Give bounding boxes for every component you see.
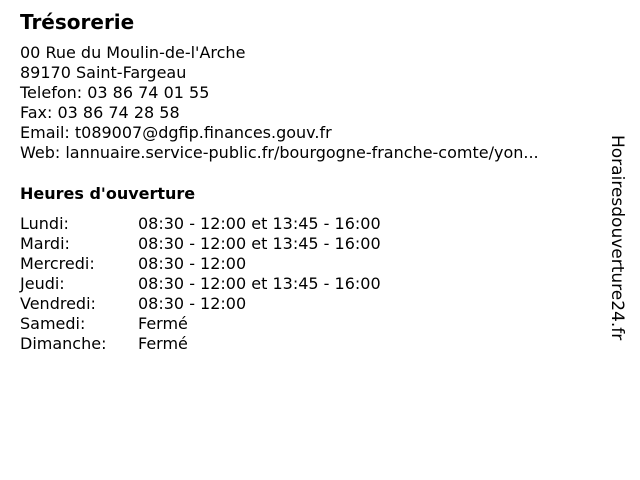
day-hours: 08:30 - 12:00 [138, 294, 247, 313]
day-label: Samedi: [20, 314, 86, 333]
hours-row-wednesday [20, 254, 381, 274]
page-title: Trésorerie [20, 10, 135, 34]
day-hours: 08:30 - 12:00 et 13:45 - 16:00 [138, 234, 381, 253]
address-line-1: 00 Rue du Moulin-de-l'Arche [20, 43, 246, 62]
day-hours: 08:30 - 12:00 et 13:45 - 16:00 [138, 214, 381, 233]
hours-row-thursday [20, 274, 381, 294]
web-line: Web: lannuaire.service-public.fr/bourgogne-franche-comte/yon... [20, 143, 539, 162]
address-line-2: 89170 Saint-Fargeau [20, 63, 187, 82]
hours-row-saturday [20, 314, 381, 334]
day-label: Vendredi: [20, 294, 96, 313]
day-label: Dimanche: [20, 334, 107, 353]
day-label: Mardi: [20, 234, 70, 253]
hours-row-sunday [20, 334, 381, 354]
hours-row-friday [20, 294, 381, 314]
day-hours: Fermé [138, 314, 188, 333]
email-line: Email: t089007@dgfip.finances.gouv.fr [20, 123, 332, 142]
hours-row-tuesday [20, 234, 381, 254]
hours-list [20, 214, 381, 354]
hours-heading: Heures d'ouverture [20, 184, 196, 203]
day-label: Jeudi: [20, 274, 65, 293]
day-label: Lundi: [20, 214, 69, 233]
day-hours: 08:30 - 12:00 [138, 254, 247, 273]
business-info [20, 43, 539, 163]
site-brand-vertical: Horairesdouverture24.fr [607, 135, 627, 341]
phone-line: Telefon: 03 86 74 01 55 [20, 83, 210, 102]
day-label: Mercredi: [20, 254, 95, 273]
day-hours: Fermé [138, 334, 188, 353]
hours-row-monday [20, 214, 381, 234]
fax-line: Fax: 03 86 74 28 58 [20, 103, 180, 122]
day-hours: 08:30 - 12:00 et 13:45 - 16:00 [138, 274, 381, 293]
